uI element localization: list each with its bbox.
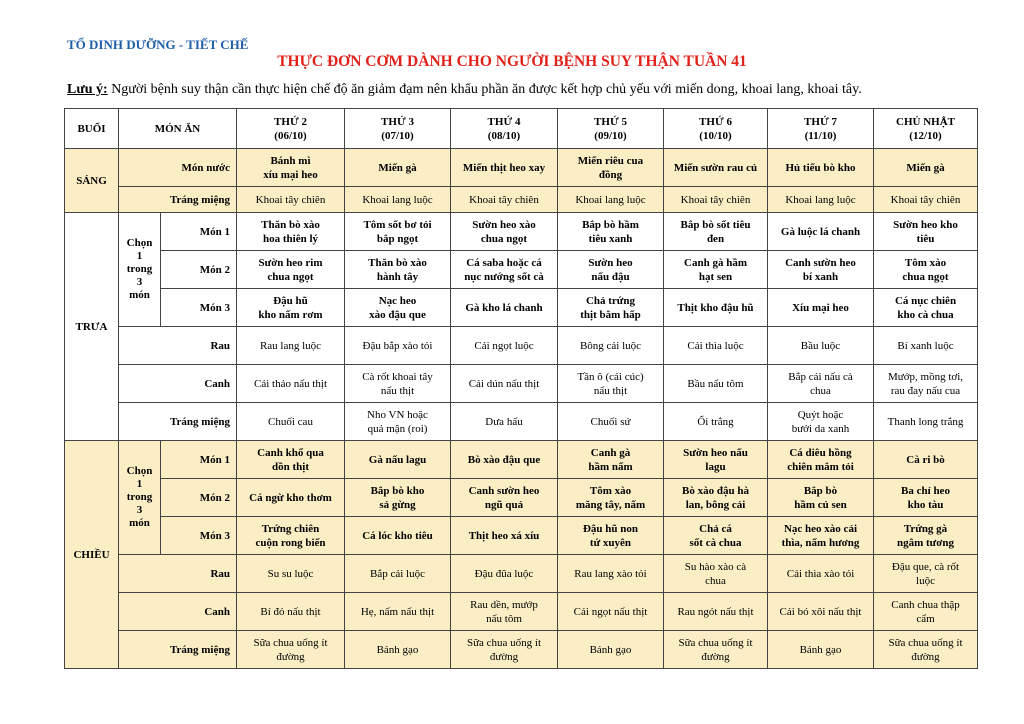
- menu-cell: Rau lang luộc: [237, 327, 345, 365]
- col-session: BUỔI: [65, 109, 119, 149]
- menu-cell: Canh khổ qua dồn thịt: [237, 441, 345, 479]
- menu-cell: Chả trứng thịt bằm hấp: [558, 289, 664, 327]
- trua-row: [65, 403, 978, 441]
- day-header-5: [664, 109, 768, 149]
- menu-cell: Đậu hũ non tứ xuyên: [558, 517, 664, 555]
- menu-cell: Cải dún nấu thịt: [451, 365, 558, 403]
- day-header-1: [237, 109, 345, 149]
- day-date: (08/10): [487, 129, 521, 142]
- menu-cell: Cải ngọt luộc: [451, 327, 558, 365]
- menu-cell: Nạc heo xào đậu que: [345, 289, 451, 327]
- chieu-row: [65, 555, 978, 593]
- menu-table: [64, 108, 978, 669]
- menu-cell: Tần ô (cải cúc) nấu thịt: [558, 365, 664, 403]
- chieu-row: [65, 517, 978, 555]
- dish-label: Rau: [119, 327, 237, 365]
- day-date: (09/10): [594, 129, 627, 142]
- dish-label: Món 3: [161, 517, 237, 555]
- menu-cell: Cá saba hoặc cá nục nướng sốt cà: [451, 251, 558, 289]
- menu-cell: Trứng chiên cuộn rong biển: [237, 517, 345, 555]
- day-name: THỨ 2: [274, 115, 307, 128]
- menu-cell: Tôm sốt bơ tỏi bắp ngọt: [345, 213, 451, 251]
- trua-row: [65, 327, 978, 365]
- dish-label: Tráng miệng: [119, 631, 237, 669]
- day-header-6: [768, 109, 874, 149]
- menu-cell: Bầu luộc: [768, 327, 874, 365]
- dish-label: Món 1: [161, 213, 237, 251]
- menu-cell: Gà nấu lagu: [345, 441, 451, 479]
- menu-cell: Bánh gạo: [345, 631, 451, 669]
- menu-cell: Sườn heo kho tiêu: [874, 213, 978, 251]
- menu-cell: Bắp bò hầm củ sen: [768, 479, 874, 517]
- day-name: THỨ 5: [594, 115, 627, 128]
- menu-cell: Chuối cau: [237, 403, 345, 441]
- menu-cell: Su hào xào cà chua: [664, 555, 768, 593]
- menu-cell: Chuối sứ: [558, 403, 664, 441]
- menu-cell: Đậu hũ kho nấm rơm: [237, 289, 345, 327]
- dish-label: Món 1: [161, 441, 237, 479]
- menu-cell: Khoai lang luộc: [768, 187, 874, 213]
- menu-cell: Nho VN hoặc quả mận (roi): [345, 403, 451, 441]
- menu-cell: Canh gà hầm nấm: [558, 441, 664, 479]
- menu-cell: Bắp cải luộc: [345, 555, 451, 593]
- dish-label: Canh: [119, 365, 237, 403]
- menu-cell: Khoai lang luộc: [345, 187, 451, 213]
- menu-cell: Miến riêu cua đồng: [558, 149, 664, 187]
- menu-cell: Thanh long trắng: [874, 403, 978, 441]
- choose-note: Chọn 1 trong 3 món: [119, 441, 161, 555]
- day-name: THỨ 3: [381, 115, 414, 128]
- menu-cell: Bắp bò kho sả gừng: [345, 479, 451, 517]
- chieu-row: [65, 479, 978, 517]
- menu-cell: Bắp cải nấu cà chua: [768, 365, 874, 403]
- menu-cell: Miến thịt heo xay: [451, 149, 558, 187]
- session-chieu: CHIỀU: [65, 441, 119, 669]
- menu-cell: Khoai tây chiên: [451, 187, 558, 213]
- menu-cell: Sữa chua uống ít đường: [237, 631, 345, 669]
- day-name: THỨ 6: [699, 115, 732, 128]
- menu-cell: Bánh mì xíu mại heo: [237, 149, 345, 187]
- menu-cell: Hẹ, nấm nấu thịt: [345, 593, 451, 631]
- trua-row: [65, 213, 978, 251]
- menu-cell: Bầu nấu tôm: [664, 365, 768, 403]
- menu-cell: Xíu mại heo: [768, 289, 874, 327]
- dish-label: Tráng miệng: [119, 187, 237, 213]
- menu-cell: Bắp bò hầm tiêu xanh: [558, 213, 664, 251]
- day-name: THỨ 4: [487, 115, 521, 128]
- chieu-row: [65, 441, 978, 479]
- menu-cell: Sườn heo nấu lagu: [664, 441, 768, 479]
- menu-cell: Cải thảo nấu thịt: [237, 365, 345, 403]
- menu-cell: Gà luộc lá chanh: [768, 213, 874, 251]
- choose-note: Chọn 1 trong 3 món: [119, 213, 161, 327]
- note-text: Người bệnh suy thận cần thực hiện chế độ ăn giảm đạm nên khẩu phần ăn được kết hợp chủ yếu với miến dong, khoai lang, khoai tây.: [107, 82, 862, 97]
- day-date: (11/10): [804, 129, 837, 142]
- day-header-3: [451, 109, 558, 149]
- dish-label: Rau: [119, 555, 237, 593]
- trua-row: [65, 251, 978, 289]
- menu-cell: Miến gà: [345, 149, 451, 187]
- menu-cell: Cà rốt khoai tây nấu thịt: [345, 365, 451, 403]
- menu-cell: Thịt heo xá xíu: [451, 517, 558, 555]
- dish-label: Món 3: [161, 289, 237, 327]
- menu-cell: Cải thìa luộc: [664, 327, 768, 365]
- menu-cell: Bò xào đậu hà lan, bông cải: [664, 479, 768, 517]
- menu-cell: Tôm xào chua ngọt: [874, 251, 978, 289]
- menu-cell: Mướp, mồng tơi, rau đay nấu cua: [874, 365, 978, 403]
- trua-row: [65, 289, 978, 327]
- menu-cell: Cá lóc kho tiêu: [345, 517, 451, 555]
- menu-cell: Bánh gạo: [558, 631, 664, 669]
- menu-cell: Khoai tây chiên: [237, 187, 345, 213]
- menu-cell: Thăn bò xào hành tây: [345, 251, 451, 289]
- menu-cell: Sữa chua uống ít đường: [664, 631, 768, 669]
- menu-cell: Dưa hấu: [451, 403, 558, 441]
- menu-cell: Sườn heo xào chua ngọt: [451, 213, 558, 251]
- menu-cell: Cải thìa xào tỏi: [768, 555, 874, 593]
- menu-cell: Rau lang xào tỏi: [558, 555, 664, 593]
- menu-cell: Miến gà: [874, 149, 978, 187]
- menu-cell: Trứng gà ngâm tương: [874, 517, 978, 555]
- dish-label: Món nước: [119, 149, 237, 187]
- menu-cell: Bông cải luộc: [558, 327, 664, 365]
- menu-cell: Khoai lang luộc: [558, 187, 664, 213]
- chieu-row: [65, 593, 978, 631]
- menu-cell: Canh gà hầm hạt sen: [664, 251, 768, 289]
- menu-cell: Hủ tiếu bò kho: [768, 149, 874, 187]
- menu-cell: Đậu đũa luộc: [451, 555, 558, 593]
- page-title: THỰC ĐƠN CƠM DÀNH CHO NGƯỜI BỆNH SUY THẬN TUẦN 41: [277, 53, 747, 70]
- menu-cell: Thịt kho đậu hũ: [664, 289, 768, 327]
- menu-cell: Ổi trắng: [664, 403, 768, 441]
- day-name: THỨ 7: [804, 115, 837, 128]
- menu-cell: Khoai tây chiên: [664, 187, 768, 213]
- day-header-4: [558, 109, 664, 149]
- menu-cell: Chả cá sốt cà chua: [664, 517, 768, 555]
- menu-cell: Canh sườn heo ngũ quả: [451, 479, 558, 517]
- menu-cell: Khoai tây chiên: [874, 187, 978, 213]
- menu-cell: Tôm xào măng tây, nấm: [558, 479, 664, 517]
- menu-cell: Cá nục chiên kho cà chua: [874, 289, 978, 327]
- menu-cell: Quýt hoặc bưởi da xanh: [768, 403, 874, 441]
- sang-row: [65, 149, 978, 187]
- dish-label: Món 2: [161, 479, 237, 517]
- menu-cell: Rau dền, mướp nấu tôm: [451, 593, 558, 631]
- day-header-2: [345, 109, 451, 149]
- sang-row: [65, 187, 978, 213]
- col-dish: MÓN ĂN: [119, 109, 237, 149]
- menu-cell: Sữa chua uống ít đường: [451, 631, 558, 669]
- day-date: (10/10): [699, 129, 732, 142]
- menu-cell: Cải bó xôi nấu thịt: [768, 593, 874, 631]
- note: [67, 82, 862, 98]
- menu-cell: Nạc heo xào cải thìa, nấm hương: [768, 517, 874, 555]
- menu-cell: Đậu bắp xào tỏi: [345, 327, 451, 365]
- menu-cell: Rau ngót nấu thịt: [664, 593, 768, 631]
- note-label: Lưu ý:: [67, 82, 108, 97]
- day-date: (07/10): [381, 129, 414, 142]
- dish-label: Món 2: [161, 251, 237, 289]
- menu-cell: Miến sườn rau củ: [664, 149, 768, 187]
- menu-cell: Bí xanh luộc: [874, 327, 978, 365]
- menu-cell: Bò xào đậu que: [451, 441, 558, 479]
- menu-cell: Thăn bò xào hoa thiên lý: [237, 213, 345, 251]
- department-name: TỔ DINH DƯỠNG - TIẾT CHẾ: [67, 37, 249, 52]
- menu-cell: Canh chua thập cẩm: [874, 593, 978, 631]
- menu-cell: Bánh gạo: [768, 631, 874, 669]
- day-header-7: [874, 109, 978, 149]
- menu-cell: Cá ngừ kho thơm: [237, 479, 345, 517]
- chieu-row: [65, 631, 978, 669]
- dish-label: Tráng miệng: [119, 403, 237, 441]
- menu-cell: Cá diêu hồng chiên mắm tỏi: [768, 441, 874, 479]
- menu-cell: Bắp bò sốt tiêu đen: [664, 213, 768, 251]
- menu-cell: Bí đỏ nấu thịt: [237, 593, 345, 631]
- menu-cell: Sườn heo rim chua ngọt: [237, 251, 345, 289]
- header-row: [65, 109, 978, 149]
- menu-cell: Cải ngọt nấu thịt: [558, 593, 664, 631]
- dish-label: Canh: [119, 593, 237, 631]
- trua-row: [65, 365, 978, 403]
- menu-cell: Cà ri bò: [874, 441, 978, 479]
- session-sang: SÁNG: [65, 149, 119, 213]
- session-trua: TRƯA: [65, 213, 119, 441]
- menu-cell: Ba chỉ heo kho tàu: [874, 479, 978, 517]
- menu-cell: Đậu que, cà rốt luộc: [874, 555, 978, 593]
- day-date: (06/10): [274, 129, 307, 142]
- menu-cell: Canh sườn heo bí xanh: [768, 251, 874, 289]
- menu-cell: Sữa chua uống ít đường: [874, 631, 978, 669]
- menu-cell: Sườn heo nấu đậu: [558, 251, 664, 289]
- day-name: CHỦ NHẬT: [896, 115, 955, 128]
- menu-cell: Gà kho lá chanh: [451, 289, 558, 327]
- day-date: (12/10): [909, 129, 942, 142]
- menu-cell: Su su luộc: [237, 555, 345, 593]
